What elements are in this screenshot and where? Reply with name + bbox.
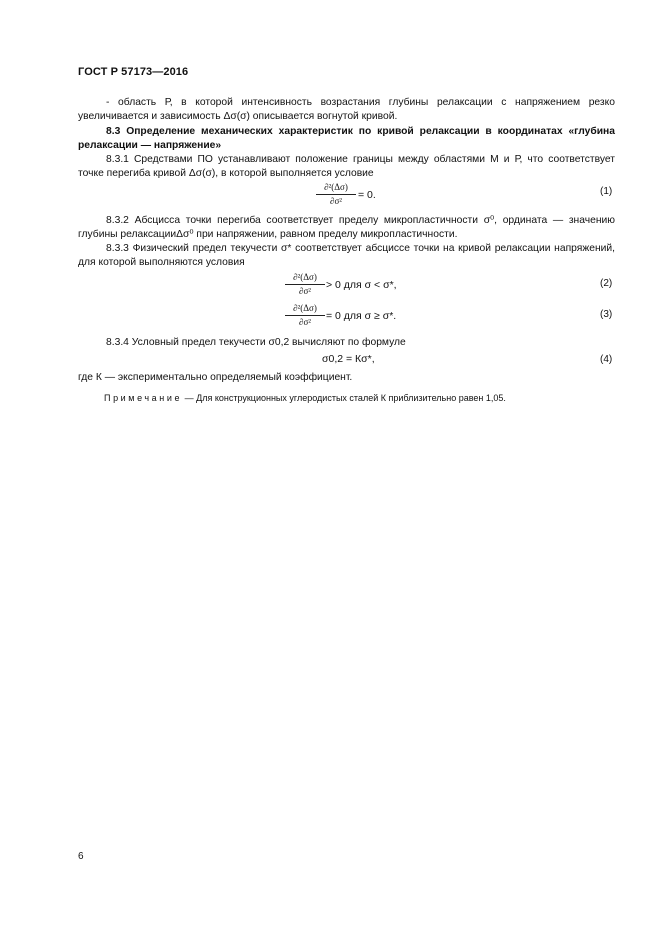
equation-4	[0, 353, 661, 369]
equation-1-rhs: = 0.	[358, 189, 376, 201]
equation-3-rhs: = 0 для σ ≥ σ*.	[326, 310, 397, 322]
equation-1-numerator: ∂²(Δσ)	[324, 182, 348, 192]
equation-2	[0, 272, 661, 302]
paragraph-8-3-3: 8.3.3 Физический предел текучести σ* соответствует абсциссе точки на кривой релаксации напряжений, для которой выполняются условия	[78, 243, 615, 268]
equation-1	[0, 182, 661, 212]
equation-4-number: (4)	[600, 354, 613, 365]
equation-3-number: (3)	[600, 309, 613, 320]
fraction-bar	[285, 284, 325, 285]
equation-3-numerator: ∂²(Δσ)	[293, 303, 317, 313]
fraction-bar	[285, 315, 325, 316]
page-number: 6	[78, 851, 84, 862]
equation-1-number: (1)	[600, 186, 613, 197]
note-text: — Для конструкционных углеродистых сталей К приблизительно равен 1,05.	[182, 393, 506, 403]
paragraph-8-3-4: 8.3.4 Условный предел текучести σ0,2 вычисляют по формуле	[106, 337, 406, 348]
equation-4-formula: σ0,2 = Кσ*,	[322, 353, 375, 365]
paragraph-8-3-2: 8.3.2 Абсцисса точки перегиба соответствует пределу микропластичности σ⁰, ордината — значению глубины релаксацииΔσ⁰ при напряжении, равном пределу микропластичности.	[78, 215, 615, 240]
equation-2-fraction	[285, 272, 325, 297]
note	[104, 393, 506, 403]
equation-1-fraction	[316, 182, 356, 207]
equation-3-fraction	[285, 303, 325, 328]
equation-3	[0, 303, 661, 333]
equation-2-numerator: ∂²(Δσ)	[293, 272, 317, 282]
standard-number: ГОСТ Р 57173—2016	[78, 66, 189, 78]
equation-2-denominator: ∂σ²	[299, 286, 311, 296]
paragraph-8-3-1: 8.3.1 Средствами ПО устанавливают положение границы между областями М и Р, что соответствует точке перегиба кривой Δσ(σ), в которой выполняется условие	[78, 154, 615, 179]
fraction-bar	[316, 194, 356, 195]
bullet-paragraph: - область Р, в которой интенсивность возрастания глубины релаксации с напряжением резко увеличивается и зависимость Δσ(σ) описывается вогнутой кривой.	[78, 97, 615, 122]
note-label: Примечание	[104, 393, 183, 403]
where-clause: где К — экспериментально определяемый коэффициент.	[78, 372, 353, 383]
equation-1-denominator: ∂σ²	[330, 196, 342, 206]
section-heading: 8.3 Определение механических характеристик по кривой релаксации в координатах «глубина релаксации — напряжение»	[78, 126, 615, 151]
equation-2-number: (2)	[600, 278, 613, 289]
equation-2-rhs: > 0 для σ < σ*,	[326, 279, 397, 291]
equation-3-denominator: ∂σ²	[299, 317, 311, 327]
